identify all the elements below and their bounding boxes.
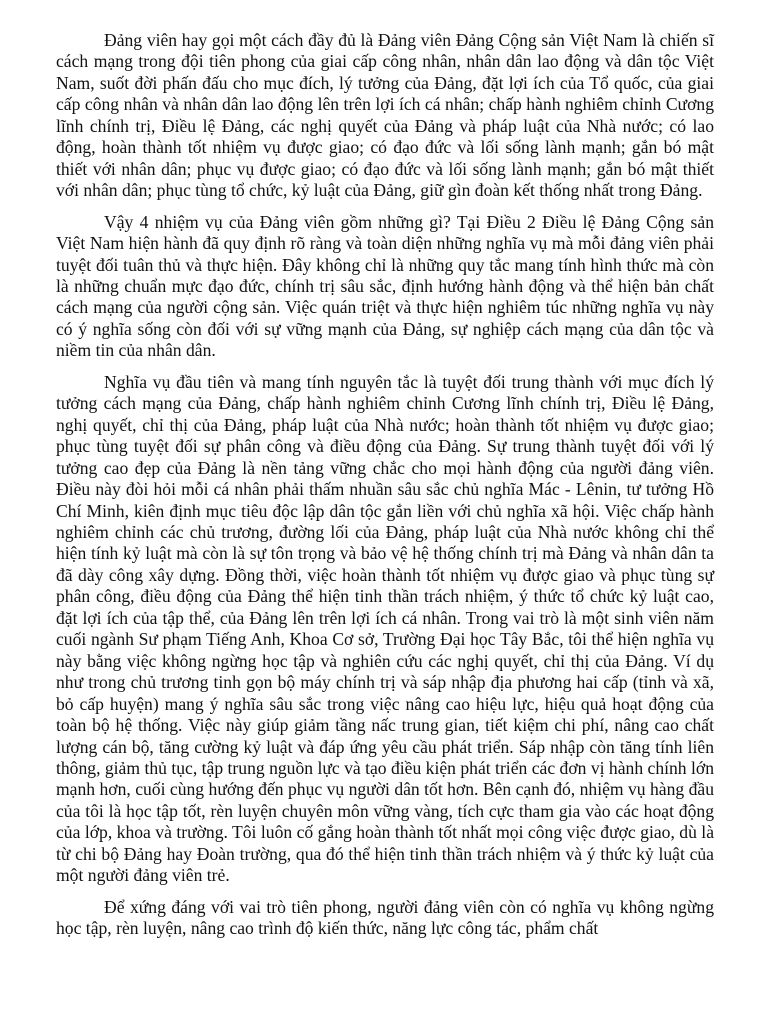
- paragraph-first-duty: Nghĩa vụ đầu tiên và mang tính nguyên tắc là tuyệt đối trung thành với mục đích lý tưởng cách mạng của Đảng, chấp hành nghiêm chỉnh Cương lĩnh chính trị, Điều lệ Đảng, nghị quyết, chỉ thị của Đảng, pháp luật của Nhà nước; hoàn thành tốt nhiệm vụ được giao; phục tùng tuyệt đối sự phân công và điều động của Đảng. Sự trung thành tuyệt đối với lý tưởng cao đẹp của Đảng là nền tảng vững chắc cho mọi hành động của người đảng viên. Điều này đòi hỏi mỗi cá nhân phải thấm nhuần sâu sắc chủ nghĩa Mác - Lênin, tư tưởng Hồ Chí Minh, kiên định mục tiêu độc lập dân tộc gắn liền với chủ nghĩa xã hội. Việc chấp hành nghiêm chỉnh các chủ trương, đường lối của Đảng, pháp luật của Nhà nước không chỉ thể hiện tính kỷ luật mà còn là sự tôn trọng và bảo vệ hệ thống chính trị mà Đảng và nhân dân ta đã dày công xây dựng. Đồng thời, việc hoàn thành tốt nhiệm vụ được giao và phục tùng sự phân công, điều động của Đảng thể hiện tinh thần trách nhiệm, ý thức tổ chức kỷ luật cao, đặt lợi ích của tập thể, của Đảng lên trên lợi ích cá nhân. Trong vai trò là một sinh viên năm cuối ngành Sư phạm Tiếng Anh, Khoa Cơ sở, Trường Đại học Tây Bắc, tôi thể hiện nghĩa vụ này bằng việc không ngừng học tập và nghiên cứu các nghị quyết, chỉ thị của Đảng. Ví dụ như trong chủ trương tinh gọn bộ máy chính trị và sáp nhập địa phương hai cấp (tỉnh và xã, bỏ cấp huyện) mang ý nghĩa sâu sắc trong việc nâng cao hiệu lực, hiệu quả hoạt động của toàn bộ hệ thống. Việc này giúp giảm tầng nấc trung gian, tiết kiệm chi phí, nâng cao chất lượng cán bộ, tăng cường kỷ luật và đáp ứng yêu cầu phát triển. Sáp nhập còn tăng tính liên thông, giảm thủ tục, tập trung nguồn lực và tạo điều kiện phát triển các đơn vị hành chính lớn mạnh hơn, cuối cùng hướng đến phục vụ người dân tốt hơn. Bên cạnh đó, nhiệm vụ hàng đầu của tôi là học tập tốt, rèn luyện chuyên môn vững vàng, tích cực tham gia vào các hoạt động của lớp, khoa và trường. Tôi luôn cố gắng hoàn thành tốt nhất mọi công việc được giao, dù là từ chi bộ Đảng hay Đoàn trường, qua đó thể hiện tinh thần trách nhiệm và ý thức kỷ luật của một người đảng viên trẻ.: [56, 371, 714, 886]
- paragraph-definition: Đảng viên hay gọi một cách đầy đủ là Đảng viên Đảng Cộng sản Việt Nam là chiến sĩ cách mạng trong đội tiên phong của giai cấp công nhân, nhân dân lao động và dân tộc Việt Nam, suốt đời phấn đấu cho mục đích, lý tưởng của Đảng, đặt lợi ích của Tổ quốc, của giai cấp công nhân và nhân dân lao động lên trên lợi ích cá nhân; chấp hành nghiêm chỉnh Cương lĩnh chính trị, Điều lệ Đảng, các nghị quyết của Đảng và pháp luật của Nhà nước; có lao động, hoàn thành tốt nhiệm vụ được giao; có đạo đức và lối sống lành mạnh; gắn bó mật thiết với nhân dân; phục vụ được giao; có đạo đức và lối sống lành mạnh; gắn bó mật thiết với nhân dân; phục tùng tổ chức, kỷ luật của Đảng, giữ gìn đoàn kết thống nhất trong Đảng.: [56, 30, 714, 201]
- document-page: [56, 30, 714, 950]
- paragraph-continued: Để xứng đáng với vai trò tiên phong, người đảng viên còn có nghĩa vụ không ngừng học tập, rèn luyện, nâng cao trình độ kiến thức, năng lực công tác, phẩm chất: [56, 896, 714, 939]
- paragraph-four-duties: Vậy 4 nhiệm vụ của Đảng viên gồm những gì? Tại Điều 2 Điều lệ Đảng Cộng sản Việt Nam hiện hành đã quy định rõ ràng và toàn diện những nghĩa vụ mà mỗi đảng viên phải tuyệt đối tuân thủ và thực hiện. Đây không chỉ là những quy tắc mang tính hình thức mà còn là những chuẩn mực đạo đức, chính trị sâu sắc, định hướng hành động và thể hiện bản chất cách mạng của người cộng sản. Việc quán triệt và thực hiện nghiêm túc những nghĩa vụ này có ý nghĩa sống còn đối với sự vững mạnh của Đảng, sự nghiệp cách mạng của dân tộc và niềm tin của nhân dân.: [56, 211, 714, 361]
